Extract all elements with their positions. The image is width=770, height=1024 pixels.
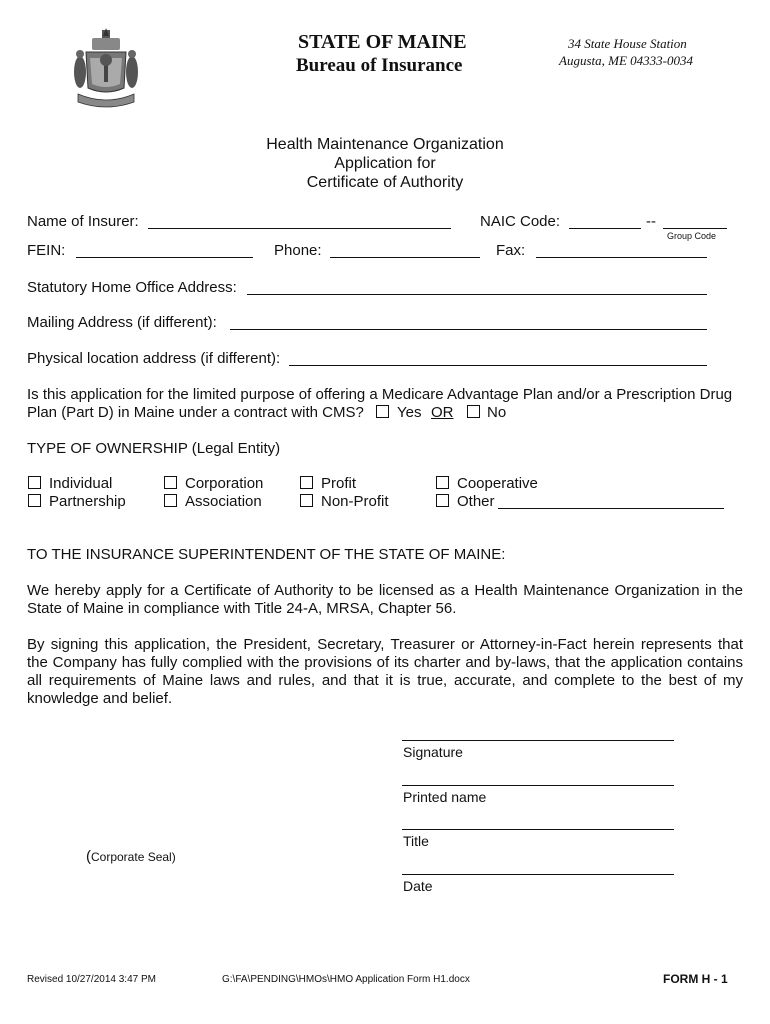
paragraph-1-line-1: We hereby apply for a Certificate of Authority to be licensed as a Health Maintenance Organization in the	[27, 582, 743, 599]
medicare-yes-label: Yes	[397, 404, 422, 421]
medicare-question-line-2: Plan (Part D) in Maine under a contract with CMS?	[27, 404, 364, 421]
mailing-address-label: Mailing Address (if different):	[27, 314, 217, 331]
statutory-address-label: Statutory Home Office Address:	[27, 279, 237, 296]
fein-label: FEIN:	[27, 242, 66, 259]
form-title-line-1: Health Maintenance Organization	[266, 136, 504, 153]
signature-field[interactable]	[402, 740, 674, 741]
address-line-2: Augusta, ME 04333-0034	[559, 53, 693, 68]
file-path: G:\FA\PENDING\HMOs\HMO Application Form H1.docx	[222, 974, 470, 985]
physical-address-label: Physical location address (if different):	[27, 350, 281, 367]
name-of-insurer-label: Name of Insurer:	[27, 213, 139, 230]
printed-name-field[interactable]	[402, 785, 674, 786]
state-name: STATE OF MAINE	[298, 31, 467, 53]
fein-field[interactable]	[76, 257, 253, 258]
date-label: Date	[403, 878, 433, 894]
medicare-or-label: OR	[431, 404, 454, 421]
ownership-nonprofit-checkbox[interactable]	[300, 494, 313, 507]
ownership-association-checkbox[interactable]	[164, 494, 177, 507]
paragraph-2-line-2: the Company has fully complied with the provisions of its charter and by-laws, that the application contains	[27, 654, 743, 671]
form-title-line-3: Certificate of Authority	[306, 174, 464, 191]
ownership-cooperative-label: Cooperative	[457, 475, 538, 492]
ownership-profit-checkbox[interactable]	[300, 476, 313, 489]
ownership-profit-label: Profit	[321, 475, 357, 492]
paragraph-2-line-4: knowledge and belief.	[27, 690, 173, 707]
paragraph-1	[27, 582, 743, 618]
statutory-address-field[interactable]	[247, 294, 707, 295]
title-label: Title	[403, 833, 429, 849]
title-field[interactable]	[402, 829, 674, 830]
ownership-cooperative-checkbox[interactable]	[436, 476, 449, 489]
ownership-heading: TYPE OF OWNERSHIP (Legal Entity)	[27, 440, 281, 457]
group-code-field[interactable]	[663, 228, 727, 229]
ownership-other-field[interactable]	[498, 508, 724, 509]
mailing-address-field[interactable]	[230, 329, 707, 330]
naic-code-label: NAIC Code:	[480, 213, 561, 230]
ownership-individual-label: Individual	[49, 475, 113, 492]
phone-label: Phone:	[274, 242, 322, 259]
medicare-yes-checkbox[interactable]	[376, 405, 389, 418]
ownership-partnership-checkbox[interactable]	[28, 494, 41, 507]
corporate-seal-label: (Corporate Seal)	[86, 848, 176, 865]
ownership-other-label: Other	[457, 493, 495, 510]
medicare-no-checkbox[interactable]	[467, 405, 480, 418]
form-id: FORM H - 1	[663, 972, 728, 986]
paragraph-2-line-3: all requirements of Maine laws and rules, and that it is true, accurate, and complete to the best of my	[27, 672, 743, 689]
name-of-insurer-field[interactable]	[148, 228, 451, 229]
signature-label: Signature	[403, 744, 463, 760]
ownership-other-checkbox[interactable]	[436, 494, 449, 507]
ownership-partnership-label: Partnership	[49, 493, 126, 510]
ownership-corporation-checkbox[interactable]	[164, 476, 177, 489]
date-field[interactable]	[402, 874, 674, 875]
paragraph-2-line-1: By signing this application, the President, Secretary, Treasurer or Attorney-in-Fact herein represents that	[27, 636, 743, 653]
ownership-corporation-label: Corporation	[185, 475, 264, 492]
physical-address-field[interactable]	[289, 365, 707, 366]
paragraph-2	[27, 636, 743, 708]
salutation: TO THE INSURANCE SUPERINTENDENT OF THE STATE OF MAINE:	[27, 546, 506, 563]
paragraph-1-line-2: State of Maine in compliance with Title 24-A, MRSA, Chapter 56.	[27, 600, 457, 617]
medicare-question-line-1: Is this application for the limited purpose of offering a Medicare Advantage Plan and/or a Prescription Drug	[27, 386, 733, 403]
naic-code-field[interactable]	[569, 228, 641, 229]
revised-date: Revised 10/27/2014 3:47 PM	[27, 974, 156, 985]
ownership-association-label: Association	[185, 493, 262, 510]
group-code-label: Group Code	[667, 231, 717, 241]
naic-separator: --	[646, 213, 656, 230]
address-line-1: 34 State House Station	[568, 36, 687, 51]
ownership-individual-checkbox[interactable]	[28, 476, 41, 489]
state-seal-icon	[72, 28, 140, 112]
bureau-name: Bureau of Insurance	[296, 55, 463, 76]
fax-field[interactable]	[536, 257, 707, 258]
ownership-nonprofit-label: Non-Profit	[321, 493, 389, 510]
form-title-line-2: Application for	[334, 155, 436, 172]
fax-label: Fax:	[496, 242, 526, 259]
form-title	[0, 135, 770, 192]
printed-name-label: Printed name	[403, 789, 487, 805]
medicare-no-label: No	[487, 404, 507, 421]
phone-field[interactable]	[330, 257, 480, 258]
